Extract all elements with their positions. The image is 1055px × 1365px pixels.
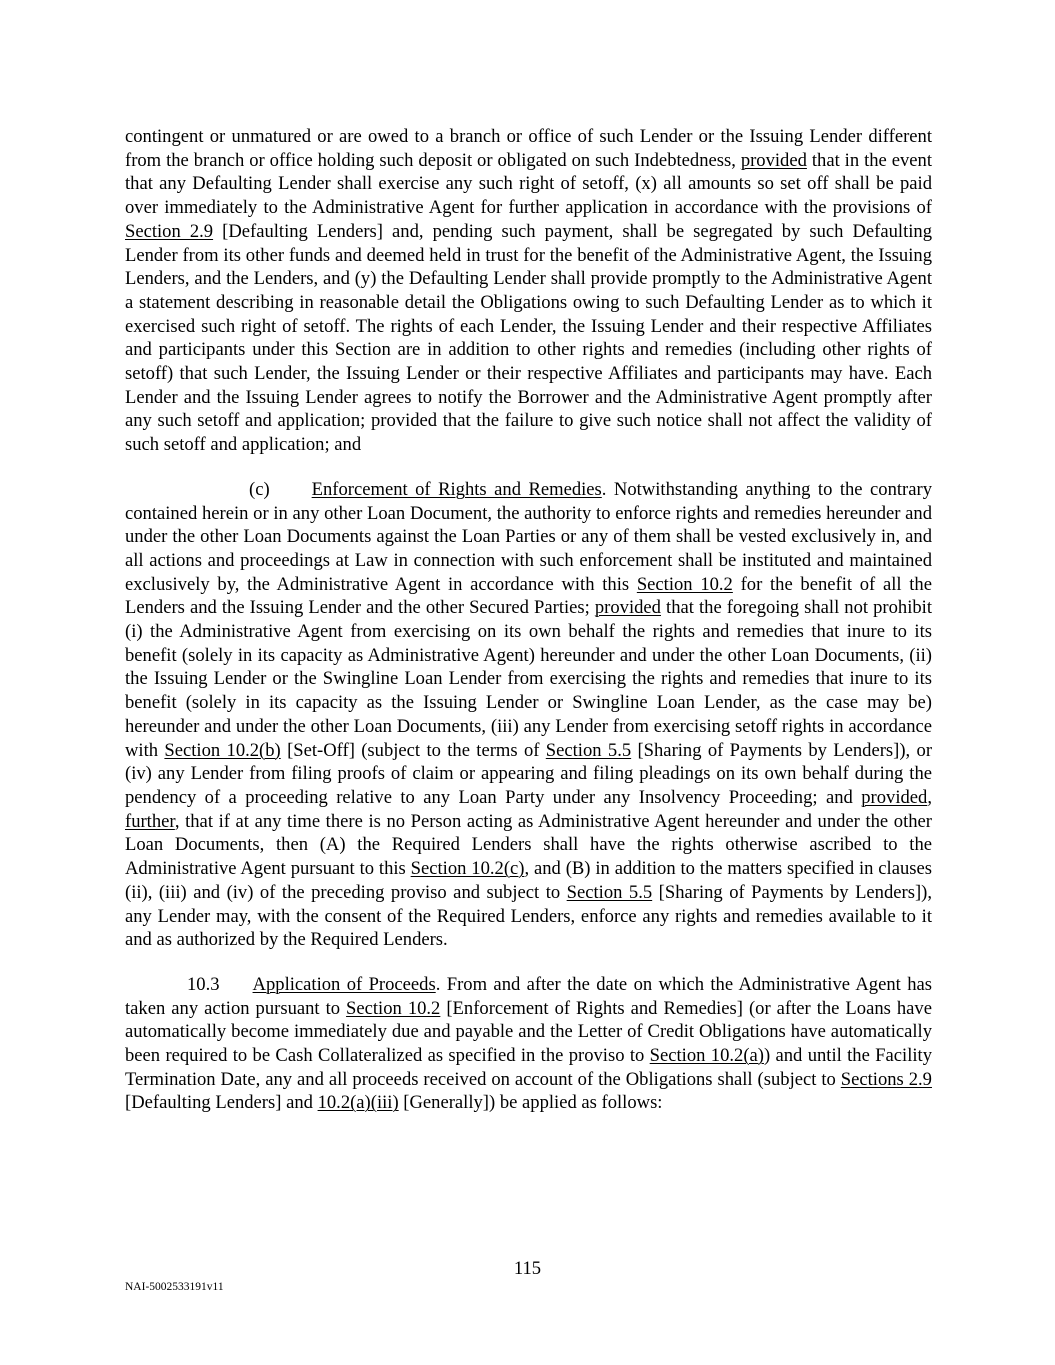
text-run: [Enforcement of Rights and Remedies] (or after the Loans have automatically become immediately due and payable and the Letter of Credit Obligations have automatically been required to be Cash Collateralized as specified in the proviso to — [125, 997, 932, 1067]
section-reference-10-2-c: Section 10.2(c) — [410, 858, 525, 880]
text-run: for the benefit of all the Lenders and the Issuing Lender and the other Secured Parties; — [125, 573, 932, 619]
text-run: , and (B) in addition to the matters specified in clauses (ii), (iii) and (iv) of the preceding proviso and subject to — [125, 858, 933, 903]
section-reference-10-2-a-iii: 10.2(a)(iii) — [317, 1092, 399, 1114]
section-heading: Application of Proceeds — [252, 973, 436, 995]
section-reference-2-9: Section 2.9 — [125, 220, 214, 242]
clause-marker-c: (c) — [249, 478, 270, 500]
text-run: [Defaulting Lenders] and, pending such payment, shall be segregated by such Defaulting Lender from its other funds and deemed held in trust for the benefit of the Administrative Agent, the Issuing Lenders, and the Lenders, and (y) the Defaulting Lender shall provide promptly to the Administrative Agent a statement describing in reasonable detail the Obligations owing to such Defaulting Lender as to which it exercised such right of setoff. The rights of each Lender, the Issuing Lender and their respective Affiliates and participants under this Section are in addition to other rights and remedies (including other rights of setoff) that such Lender, the Issuing Lender or their respective Affiliates and participants may have. Each Lender and the Issuing Lender agrees to notify the Borrower and the Administrative Agent promptly after any such setoff and application; provided that the failure to give such notice shall not affect the validity of such setoff and application; and — [125, 220, 932, 456]
text-run: , — [927, 786, 932, 808]
underlined-term-provided: provided — [594, 597, 661, 619]
text-run: . From and after the date on which the Administrative Agent has taken any action pursuant to — [125, 973, 932, 1019]
section-reference-5-5: Section 5.5 — [566, 881, 653, 903]
text-run: [Defaulting Lenders] and — [125, 1092, 318, 1114]
text-run: contingent or unmatured or are owed to a branch or office of such Lender or the Issuing Lender different from the branch or office holding such deposit or obligated on such Indebtedness, — [125, 126, 932, 171]
section-reference-10-2: Section 10.2 — [346, 997, 441, 1019]
page-number: 115 — [513, 1258, 542, 1279]
paragraph-enforcement-of-rights — [125, 478, 932, 952]
text-run: that in the event that any Defaulting Lender shall exercise any such right of setoff, (x) all amounts so set off shall be paid over immediately to the Administrative Agent for further application in accordance with the provisions of — [125, 149, 932, 219]
underlined-term-further: further — [125, 810, 175, 832]
document-id: NAI-5002533191v11 — [125, 1281, 224, 1293]
paragraph-setoff-continuation — [125, 125, 932, 457]
text-run: ) and until the Facility Termination Date, any and all proceeds received on account of the Obligations shall (subject to — [125, 1045, 932, 1090]
section-reference-5-5: Section 5.5 — [545, 739, 632, 761]
section-number: 10.3 — [187, 973, 220, 995]
clause-heading: Enforcement of Rights and Remedies — [311, 478, 602, 500]
text-run: [Set-Off] (subject to the terms of — [280, 739, 546, 761]
paragraph-application-of-proceeds — [125, 973, 932, 1115]
text-run: [Sharing of Payments by Lenders]), any Lender may, with the consent of the Required Lenders, enforce any rights and remedies available to it and as authorized by the Required Lenders. — [125, 881, 932, 951]
document-body — [125, 125, 932, 1115]
text-run: [Sharing of Payments by Lenders]), or (iv) any Lender from filing proofs of claim or appearing and filing pleadings on its own behalf during the pendency of a proceeding relative to any Loan Party under any Insolvency Proceeding; and — [125, 739, 933, 808]
section-reference-10-2-a: Section 10.2(a) — [649, 1045, 764, 1067]
text-run: , that if at any time there is no Person acting as Administrative Agent hereunder and under the other Loan Documents, then (A) the Required Lenders shall have the rights otherwise ascribed to the Administrative Agent pursuant to this — [125, 810, 932, 880]
text-run: [Generally]) be applied as follows: — [398, 1092, 663, 1114]
section-reference-10-2-b: Section 10.2(b) — [164, 739, 281, 761]
underlined-term-provided: provided — [740, 149, 807, 171]
underlined-term-provided: provided — [861, 786, 928, 808]
text-run: that the foregoing shall not prohibit (i) the Administrative Agent from exercising on its own behalf the rights and remedies that inure to its benefit (solely in its capacity as Administrative Agent) hereunder and under the other Loan Documents, (ii) the Issuing Lender or the Swingline Loan Lender from exercising the rights and remedies that inure to its benefit (solely in its capacity as the Issuing Lender or Swingline Loan Lender, as the case may be) hereunder and under the other Loan Documents, (iii) any Lender from exercising setoff rights in accordance with — [125, 597, 932, 761]
section-reference-10-2: Section 10.2 — [636, 573, 733, 595]
text-run: . Notwithstanding anything to the contrary contained herein or in any other Loan Document, the authority to enforce rights and remedies hereunder and under the other Loan Documents against the Loan Parties or any of them shall be vested exclusively in, and all actions and proceedings at Law in connection with such enforcement shall be instituted and maintained exclusively by, the Administrative Agent in accordance with this — [125, 478, 932, 595]
section-reference-2-9: Sections 2.9 — [840, 1068, 932, 1090]
